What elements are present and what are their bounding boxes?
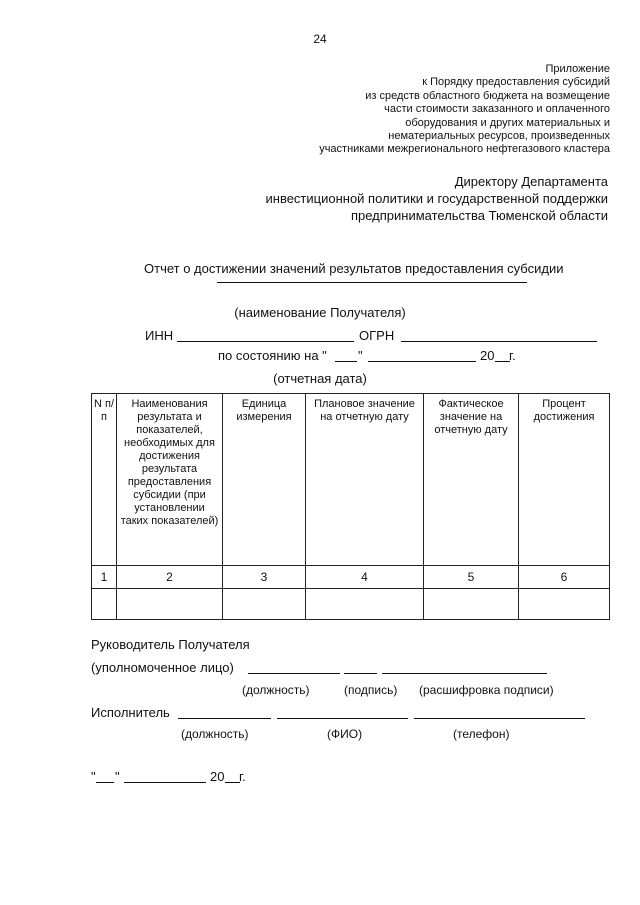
header-cell: Плановое значение на отчетную дату xyxy=(306,394,424,566)
head-caption-position: (должность) xyxy=(242,683,310,697)
column-number-row xyxy=(92,566,610,589)
column-number: 1 xyxy=(92,566,117,589)
header-cell: Наименования результата и показателей, необходимых для достижения результата предоставления субсидии (при установлении таких показателей) xyxy=(117,394,223,566)
inn-label: ИНН xyxy=(145,328,174,343)
appendix-line: нематериальных ресурсов, произведенных xyxy=(388,130,610,143)
as-of-month-field[interactable] xyxy=(368,361,476,362)
as-of-day-field[interactable] xyxy=(335,361,357,362)
appendix-line: к Порядку предоставления субсидий xyxy=(422,76,610,89)
table-cell[interactable] xyxy=(92,589,117,620)
executor-caption-phone: (телефон) xyxy=(453,727,510,741)
header-cell: Единица измерения xyxy=(223,394,306,566)
executor-label: Исполнитель xyxy=(91,705,170,720)
table-cell[interactable] xyxy=(424,589,519,620)
date-year-suffix: г. xyxy=(239,769,246,784)
date-close-quote: " xyxy=(115,769,120,784)
addressee-line: предпринимательства Тюменской области xyxy=(350,208,608,223)
addressee-block xyxy=(168,173,608,224)
report-title: Отчет о достижении значений результатов предоставления субсидии xyxy=(144,261,564,276)
addressee-line: Директору Департамента xyxy=(454,174,608,189)
ogrn-field[interactable] xyxy=(401,341,597,342)
appendix-line: участниками межрегионального нефтегазового кластера xyxy=(319,143,610,156)
executor-name-field[interactable] xyxy=(277,718,408,719)
column-number: 3 xyxy=(223,566,306,589)
as-of-year-field[interactable] xyxy=(495,361,510,362)
head-signature-field[interactable] xyxy=(344,673,377,674)
head-label: Руководитель Получателя xyxy=(91,637,250,652)
column-number: 5 xyxy=(424,566,519,589)
recipient-name-field[interactable] xyxy=(217,282,527,283)
authorized-label: (уполномоченное лицо) xyxy=(91,660,234,675)
column-number: 6 xyxy=(519,566,610,589)
header-cell: N п/п xyxy=(92,394,117,566)
table-header-row xyxy=(92,394,610,566)
date-year-field[interactable] xyxy=(225,782,240,783)
head-caption-signature: (подпись) xyxy=(344,683,398,697)
head-caption-name: (расшифровка подписи) xyxy=(419,683,554,697)
as-of-label: по состоянию на " xyxy=(218,348,327,363)
executor-phone-field[interactable] xyxy=(414,718,585,719)
as-of-quote: " xyxy=(358,348,363,363)
table-cell[interactable] xyxy=(223,589,306,620)
table-cell[interactable] xyxy=(519,589,610,620)
appendix-line: части стоимости заказанного и оплаченного xyxy=(384,103,610,116)
recipient-caption: (наименование Получателя) xyxy=(234,305,406,320)
executor-caption-name: (ФИО) xyxy=(327,727,363,741)
appendix-line: оборудования и других материальных и xyxy=(405,116,610,129)
report-date-caption: (отчетная дата) xyxy=(273,371,367,386)
date-open-quote: " xyxy=(91,769,96,784)
head-position-field[interactable] xyxy=(248,673,340,674)
page-number: 24 xyxy=(313,32,327,46)
appendix-line: из средств областного бюджета на возмещение xyxy=(365,89,610,102)
date-day-field[interactable] xyxy=(96,782,114,783)
ogrn-label: ОГРН xyxy=(359,328,395,343)
table-cell[interactable] xyxy=(117,589,223,620)
addressee-line: инвестиционной политики и государственной поддержки xyxy=(265,191,608,206)
appendix-line: Приложение xyxy=(545,63,610,75)
results-table xyxy=(91,393,610,620)
head-name-field[interactable] xyxy=(382,673,547,674)
header-cell: Фактическое значение на отчетную дату xyxy=(424,394,519,566)
header-cell: Процент достижения xyxy=(519,394,610,566)
date-month-field[interactable] xyxy=(124,782,206,783)
table-row xyxy=(92,589,610,620)
appendix-block xyxy=(250,63,610,157)
as-of-year-suffix: г. xyxy=(509,348,516,363)
date-year-prefix: 20 xyxy=(210,769,225,784)
executor-caption-position: (должность) xyxy=(181,727,249,741)
as-of-year-prefix: 20 xyxy=(480,348,495,363)
column-number: 2 xyxy=(117,566,223,589)
column-number: 4 xyxy=(306,566,424,589)
inn-field[interactable] xyxy=(177,341,354,342)
executor-position-field[interactable] xyxy=(178,718,271,719)
table-cell[interactable] xyxy=(306,589,424,620)
